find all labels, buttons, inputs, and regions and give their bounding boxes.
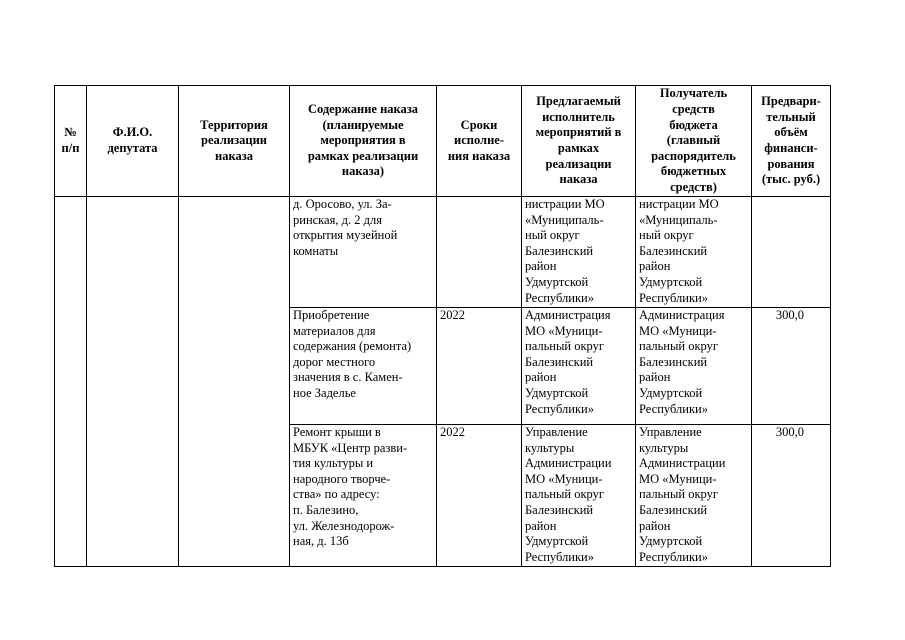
cell-funding: 300,0 (752, 425, 831, 567)
cell-budget-recipient: Управление культуры Администрации МО «Муници- пальный округ Балезинский район Удмуртской Республики» (636, 425, 752, 567)
table-row (55, 197, 831, 308)
cell-order-content: Приобретение материалов для содержания (ремонта) дорог местного значения в с. Камен- ное Заделье (290, 308, 437, 425)
cell-deadline: 2022 (437, 308, 522, 425)
header-order-content: Содержание наказа (планируемые мероприятия в рамках реализации наказа) (290, 86, 437, 197)
cell-budget-recipient: Администрация МО «Муници- пальный округ Балезинский район Удмуртской Республики» (636, 308, 752, 425)
header-deputy-name: Ф.И.О. депутата (87, 86, 179, 197)
header-number: № п/п (55, 86, 87, 197)
cell-number (55, 197, 87, 567)
header-territory: Территория реализации наказа (179, 86, 290, 197)
cell-deadline (437, 197, 522, 308)
cell-executor: Управление культуры Администрации МО «Муници- пальный округ Балезинский район Удмуртской Республики» (522, 425, 636, 567)
cell-funding (752, 197, 831, 308)
header-deadline: Сроки исполне- ния наказа (437, 86, 522, 197)
cell-budget-recipient: нистрации МО «Муниципаль- ный округ Балезинский район Удмуртской Республики» (636, 197, 752, 308)
cell-order-content: д. Оросово, ул. За- ринская, д. 2 для открытия музейной комнаты (290, 197, 437, 308)
orders-table (54, 85, 831, 567)
cell-order-content: Ремонт крыши в МБУК «Центр разви- тия культуры и народного творче- ства» по адресу: п. Балезино, ул. Железнодорож- ная, д. 13б (290, 425, 437, 567)
header-executor: Предлагаемый исполнитель мероприятий в рамках реализации наказа (522, 86, 636, 197)
cell-deputy-name (87, 197, 179, 567)
cell-funding: 300,0 (752, 308, 831, 425)
header-row (55, 86, 831, 197)
header-funding: Предвари- тельный объём финанси- рования (тыс. руб.) (752, 86, 831, 197)
cell-executor: нистрации МО «Муниципаль- ный округ Балезинский район Удмуртской Республики» (522, 197, 636, 308)
header-budget-recipient: Получатель средств бюджета (главный распорядитель бюджетных средств) (636, 86, 752, 197)
cell-deadline: 2022 (437, 425, 522, 567)
cell-executor: Администрация МО «Муници- пальный округ Балезинский район Удмуртской Республики» (522, 308, 636, 425)
cell-territory (179, 197, 290, 567)
